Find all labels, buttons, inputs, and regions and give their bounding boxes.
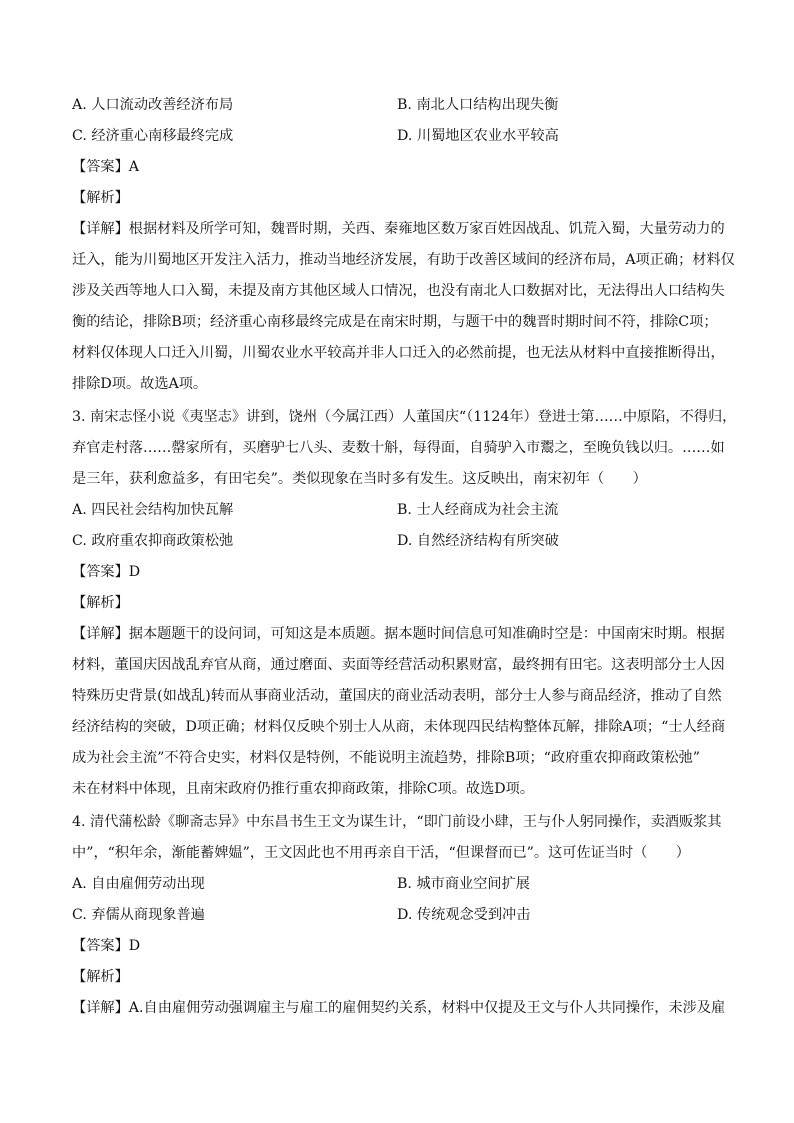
- q4-stem-line: 4. 清代蒲松龄《聊斋志异》中东昌书生王文为谋生计，“即门前设小肆，王与仆人躬同操作，卖酒贩浆其: [72, 814, 722, 830]
- q4-option-b: B. 城市商业空间扩展: [397, 876, 530, 892]
- q2-detail-line: 材料仅体现人口迁入川蜀，川蜀农业水平较高并非人口迁入的必然前提，也无法从材料中直接推断得出，: [72, 345, 725, 361]
- q3-analysis-label: 【解析】: [72, 595, 129, 611]
- q2-option-d: D. 川蜀地区农业水平较高: [397, 128, 559, 144]
- q3-detail-line: 未在材料中体现，且南宋政府仍推行重农抑商政策，排除C项。故选D项。: [72, 781, 535, 797]
- q2-detail-line: 【详解】根据材料及所学可知，魏晋时期，关西、秦雍地区数万家百姓因战乱、饥荒入蜀，大量劳动力的: [72, 221, 725, 237]
- q2-detail-line: 排除D项。故选A项。: [72, 376, 208, 392]
- q4-analysis-label: 【解析】: [72, 969, 129, 985]
- q2-option-c: C. 经济重心南移最终完成: [72, 128, 234, 144]
- q3-option-c: C. 政府重农抑商政策松弛: [72, 533, 234, 549]
- q3-detail-line: 成为社会主流”不符合史实，材料仅是特例，不能说明主流趋势，排除B项；“政府重农抑商政策松弛”: [72, 750, 701, 766]
- q2-detail-line: 衡的结论，排除B项；经济重心南移最终完成是在南宋时期，与题干中的魏晋时期时间不符，排除C项；: [72, 314, 718, 330]
- q3-detail-line: 经济结构的突破，D项正确；材料仅反映个别士人从商，未体现四民结构整体瓦解，排除A项；“士人经商: [72, 719, 726, 735]
- q3-option-d: D. 自然经济结构有所突破: [397, 533, 559, 549]
- q4-detail-line: 【详解】A.自由雇佣劳动强调雇主与雇工的雇佣契约关系，材料中仅提及王文与仆人共同操作，未涉及雇: [72, 1000, 726, 1016]
- q4-stem-line: 中”，“积年余，渐能蓄婢媪”，王文因此也不用再亲自干活，“但课督而已”。这可佐证当时（ ）: [72, 845, 690, 861]
- q3-stem-line: 3. 南宋志怪小说《夷坚志》讲到，饶州（今属江西）人董国庆“（1124年）登进士第……中原陷，不得归，: [72, 409, 737, 425]
- q2-option-b: B. 南北人口结构出现失衡: [397, 97, 559, 113]
- q3-answer: 【答案】D: [72, 564, 141, 580]
- q4-option-c: C. 弃儒从商现象普遍: [72, 907, 205, 923]
- q2-answer: 【答案】A: [72, 159, 139, 175]
- q2-detail-line: 涉及关西等地人口入蜀，未提及南方其他区域人口情况，也没有南北人口数据对比，无法得出人口结构失: [72, 283, 725, 299]
- q3-stem-line: 弃官走村落……罄家所有，买磨驴七八头、麦数十斛，每得面，自骑驴入市鬻之，至晚负钱以归。……如: [72, 440, 725, 456]
- q4-option-d: D. 传统观念受到冲击: [397, 907, 531, 923]
- q3-stem-line: 是三年，获利愈益多，有田宅矣”。类似现象在当时多有发生。这反映出，南宋初年（ ）: [72, 471, 647, 487]
- q3-option-b: B. 士人经商成为社会主流: [397, 502, 559, 518]
- q3-detail-line: 材料，董国庆因战乱弃官从商，通过磨面、卖面等经营活动积累财富，最终拥有田宅。这表明部分士人因: [72, 657, 725, 673]
- q2-option-a: A. 人口流动改善经济布局: [72, 97, 234, 113]
- q4-option-a: A. 自由雇佣劳动出现: [72, 876, 205, 892]
- q3-option-a: A. 四民社会结构加快瓦解: [72, 502, 234, 518]
- q2-detail-line: 迁入，能为川蜀地区开发注入活力，推动当地经济发展，有助于改善区域间的经济布局，A项正确；材料仅: [72, 252, 735, 268]
- q2-analysis-label: 【解析】: [72, 190, 129, 206]
- q3-detail-line: 【详解】据本题题干的设问词，可知这是本质题。据本题时间信息可知准确时空是：中国南宋时期。根据: [72, 626, 725, 642]
- q3-detail-line: 特殊历史背景(如战乱)转而从事商业活动，董国庆的商业活动表明，部分士人参与商品经济，推动了自然: [72, 688, 722, 704]
- q4-answer: 【答案】D: [72, 938, 141, 954]
